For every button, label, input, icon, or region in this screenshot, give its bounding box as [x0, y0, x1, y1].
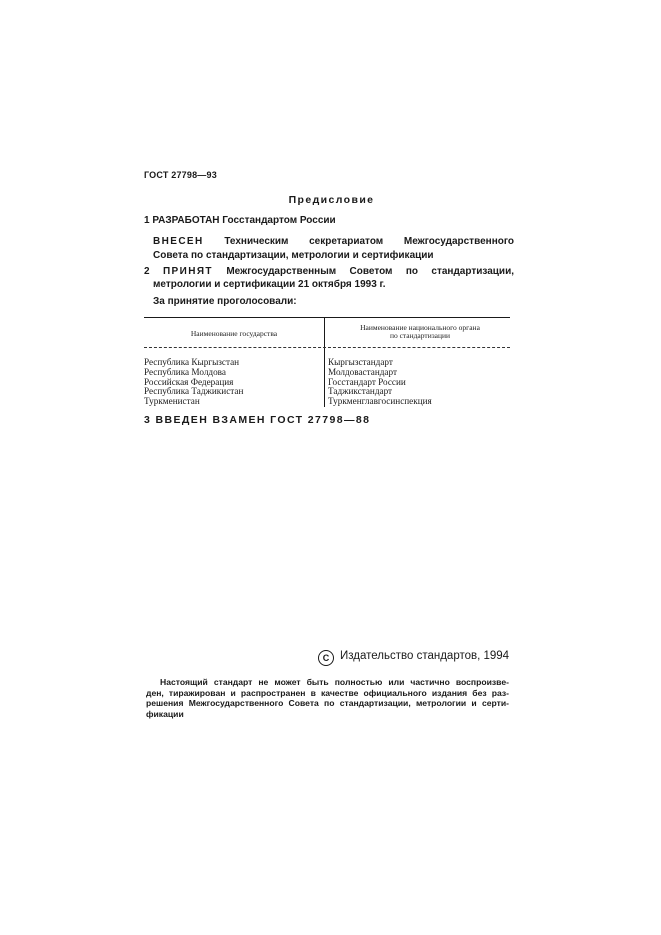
table-column-states [144, 358, 243, 407]
submitted-line-1-rest: Техническим секретариатом Межгосударственного [224, 236, 514, 247]
table-cell: Таджикстандарт [328, 386, 393, 397]
adopted-line-2: метрологии и сертификации 21 октября 1993 г. [153, 279, 386, 290]
notice-line: решения Межгосударственного Совета по стандартизации, метрологии и серти- [146, 698, 509, 708]
table-header-rule [144, 347, 510, 348]
table-column-bodies [328, 358, 432, 407]
voted-heading: За принятие проголосовали: [153, 296, 297, 307]
document-code: ГОСТ 27798—93 [144, 170, 217, 180]
table-header-body: Наименование национального органа по стандартизации [360, 323, 480, 340]
copyright-line [318, 650, 509, 666]
copyright-text: Издательство стандартов, 1994 [340, 650, 510, 662]
item-2-adopted [144, 266, 514, 290]
item-1-developed: 1 РАЗРАБОТАН Госстандартом России [144, 215, 336, 226]
table-cell: Туркменистан [144, 396, 200, 407]
adopted-word: ПРИНЯТ [162, 266, 213, 277]
table-cell: Кыргызстандарт [328, 357, 393, 367]
table-header-state: Наименование государства [190, 329, 278, 338]
copyright-icon: С [318, 650, 334, 666]
notice-line: фикации [146, 708, 184, 719]
submitted-paragraph [153, 236, 514, 261]
table-top-rule [144, 317, 510, 318]
item-3-replaces: 3 ВВЕДЕН ВЗАМЕН ГОСТ 27798—88 [144, 414, 371, 426]
adopted-line-1-rest: Межгосударственным Советом по стандартизации, [226, 266, 515, 277]
reproduction-notice [146, 677, 509, 719]
table-cell: Туркменглавгосинспекция [328, 396, 432, 407]
table-cell: Республика Кыргызстан [144, 357, 240, 367]
notice-line: Настоящий стандарт не может быть полностью или частично воспроизве- [160, 677, 509, 687]
notice-line: ден, тиражирован и распространен в качестве официального издания без раз- [146, 687, 509, 698]
submitted-line-1 [153, 236, 514, 247]
table-cell: Республика Молдова [144, 366, 226, 377]
table-cell: Госстандарт России [328, 376, 406, 387]
submitted-line-2: Совета по стандартизации, метрологии и сертификации [153, 250, 434, 261]
table-cell: Российская Федерация [144, 376, 234, 387]
table-cell: Молдовастандарт [328, 366, 397, 377]
submitted-word: ВНЕСЕН [153, 236, 204, 247]
table-column-divider [324, 317, 325, 407]
adopted-line-1 [144, 266, 514, 277]
foreword-title: Предисловие [288, 194, 375, 206]
table-cell: Республика Таджикистан [144, 386, 244, 397]
adopted-number: 2 [144, 266, 163, 277]
